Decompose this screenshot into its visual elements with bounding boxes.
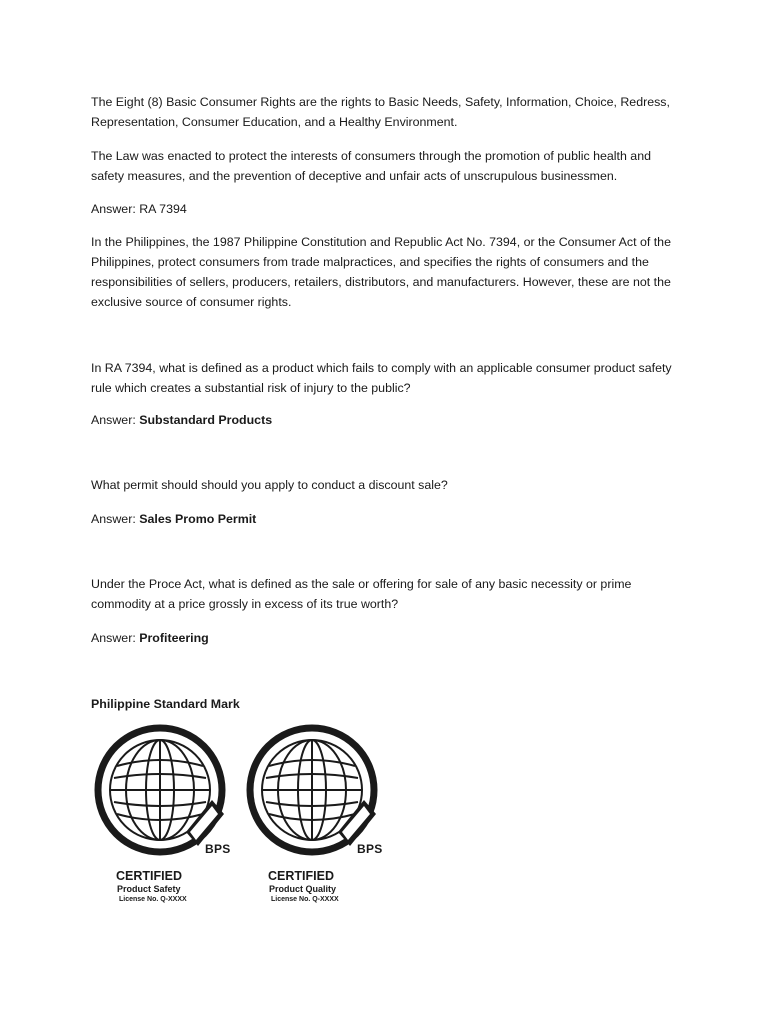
ps-mark-product-quality [242,724,392,909]
paragraph-law: The Law was enacted to protect the interests of consumers through the promotion of public health and safety measures, and the prevention of deceptive and unfair acts of unscrupulous businessmen. [91,149,651,183]
answer-substandard [91,410,681,430]
answer-value: Sales Promo Permit [139,512,257,526]
question-profiteering: Under the Proce Act, what is defined as the sale or offering for sale of any basic necessity or prime commodity at a price grossly in excess of its true worth? [91,577,632,611]
paragraph-constitution: In the Philippines, the 1987 Philippine Constitution and Republic Act No. 7394, or the Consumer Act of the Philippines, protect consumers from trade malpractices, and specifies the rights of consumers and the responsibilities of sellers, producers, retailers, distributors, and manufacturers. However, these are not the exclusive source of consumer rights. [91,235,671,309]
brand-label: BPS [357,842,383,856]
answer-permit [91,509,681,529]
heading-philippine-standard-mark: Philippine Standard Mark [91,697,240,711]
ps-mark-product-safety [90,724,240,909]
answer-label: Answer: [91,512,136,526]
answer-label: Answer: [91,413,136,427]
answer-value: Substandard Products [139,413,273,427]
certification-type: Product Quality [269,884,337,894]
license-number: License No. Q-XXXX [119,896,187,903]
license-number: License No. Q-XXXX [271,896,339,903]
certified-label: CERTIFIED [268,869,334,883]
certification-type: Product Safety [117,884,181,894]
answer-value: Profiteering [139,631,209,645]
brand-label: BPS [205,842,231,856]
paragraph-consumer-rights: The Eight (8) Basic Consumer Rights are the rights to Basic Needs, Safety, Information, Choice, Redress, Representation, Consumer Education, and a Healthy Environment. [91,95,670,129]
question-substandard: In RA 7394, what is defined as a product which fails to comply with an applicable consumer product safety rule which creates a substantial risk of injury to the public? [91,361,672,395]
answer-label: Answer: [91,631,136,645]
question-permit: What permit should should you apply to conduct a discount sale? [91,478,448,492]
answer-ra-7394: Answer: RA 7394 [91,202,187,216]
answer-profiteering [91,628,681,648]
certified-label: CERTIFIED [116,869,182,883]
